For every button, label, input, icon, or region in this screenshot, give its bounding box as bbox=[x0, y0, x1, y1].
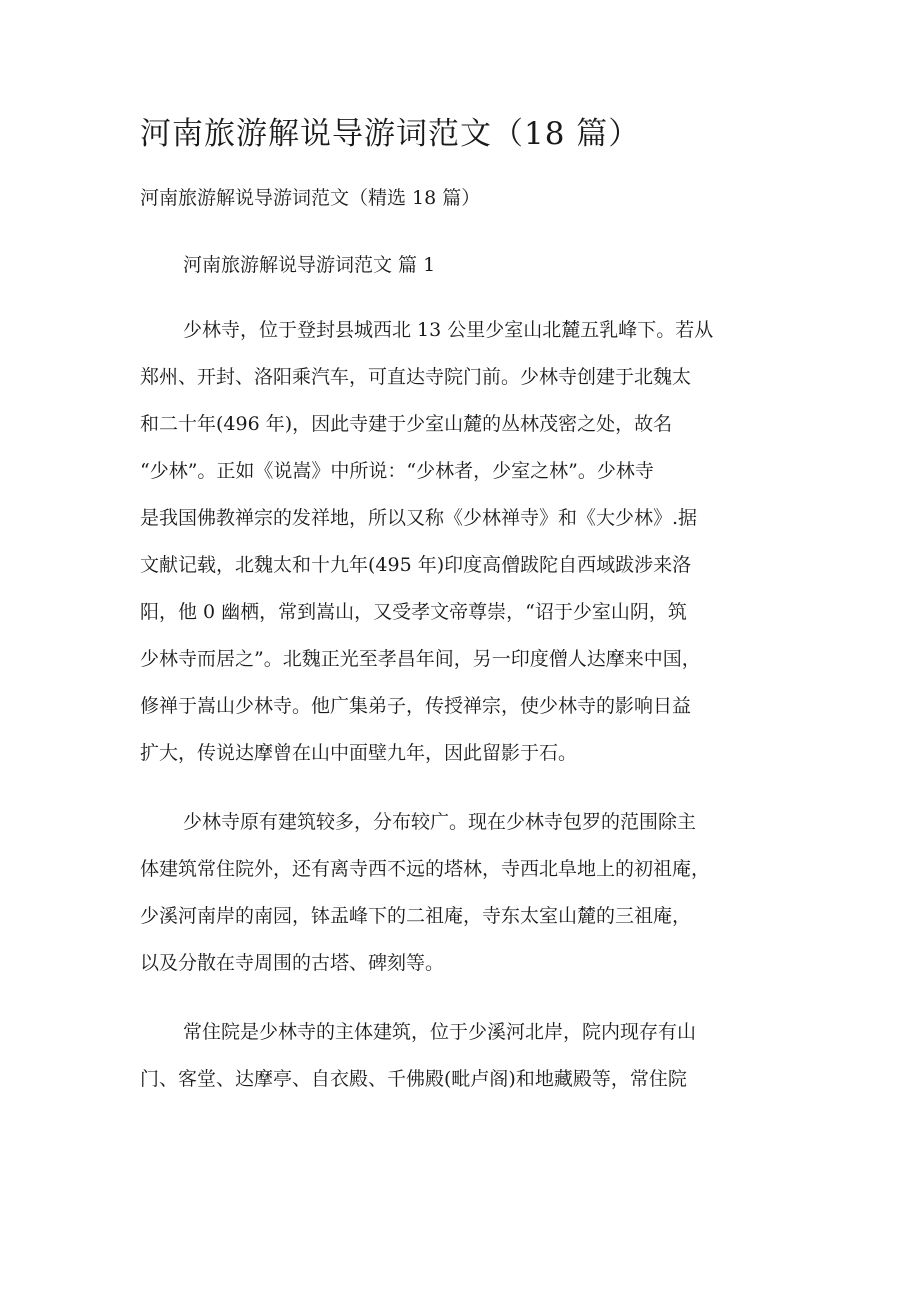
paragraph-line: 是我国佛教禅宗的发祥地，所以又称《少林禅寺》和《大少林》.据 bbox=[140, 507, 698, 529]
paragraph-line: 常住院是少林寺的主体建筑，位于少溪河北岸，院内现存有山 bbox=[183, 1021, 697, 1043]
paragraph-line: 门、客堂、达摩亭、自衣殿、千佛殿(毗卢阁)和地藏殿等，常住院 bbox=[140, 1068, 687, 1090]
paragraph-line: 少林寺，位于登封县城西北 13 公里少室山北麓五乳峰下。若从 bbox=[183, 319, 714, 341]
paragraph-line: 少林寺而居之”。北魏正光至孝昌年间，另一印度僧人达摩来中国， bbox=[140, 648, 701, 670]
paragraph-line: 扩大，传说达摩曾在山中面壁九年，因此留影于石。 bbox=[140, 742, 578, 764]
paragraph-line: 阳，他 0 幽栖，常到嵩山，又受孝文帝尊崇，“诏于少室山阴，筑 bbox=[140, 601, 687, 623]
paragraph-line: “少林”。正如《说嵩》中所说：“少林者，少室之林”。少林寺 bbox=[140, 460, 654, 482]
section-heading: 河南旅游解说导游词范文 篇 1 bbox=[183, 254, 436, 276]
paragraph-line: 体建筑常住院外，还有离寺西不远的塔林，寺西北阜地上的初祖庵， bbox=[140, 858, 711, 880]
paragraph-line: 少林寺原有建筑较多，分布较广。现在少林寺包罗的范围除主 bbox=[183, 811, 697, 833]
paragraph-line: 以及分散在寺周围的古塔、碑刻等。 bbox=[140, 952, 445, 974]
paragraph-line: 少溪河南岸的南园，钵盂峰下的二祖庵，寺东太室山麓的三祖庵， bbox=[140, 905, 692, 927]
paragraph-line: 郑州、开封、洛阳乘汽车，可直达寺院门前。少林寺创建于北魏太 bbox=[140, 366, 692, 388]
paragraph-line: 文献记载，北魏太和十九年(495 年)印度高僧跋陀自西域跋涉来洛 bbox=[140, 554, 692, 576]
document-title: 河南旅游解说导游词范文（18 篇） bbox=[140, 116, 641, 152]
paragraph-line: 和二十年(496 年)，因此寺建于少室山麓的丛林茂密之处，故名 bbox=[140, 413, 673, 435]
document-subtitle: 河南旅游解说导游词范文（精选 18 篇） bbox=[140, 187, 481, 209]
paragraph-line: 修禅于嵩山少林寺。他广集弟子，传授禅宗，使少林寺的影响日益 bbox=[140, 695, 692, 717]
